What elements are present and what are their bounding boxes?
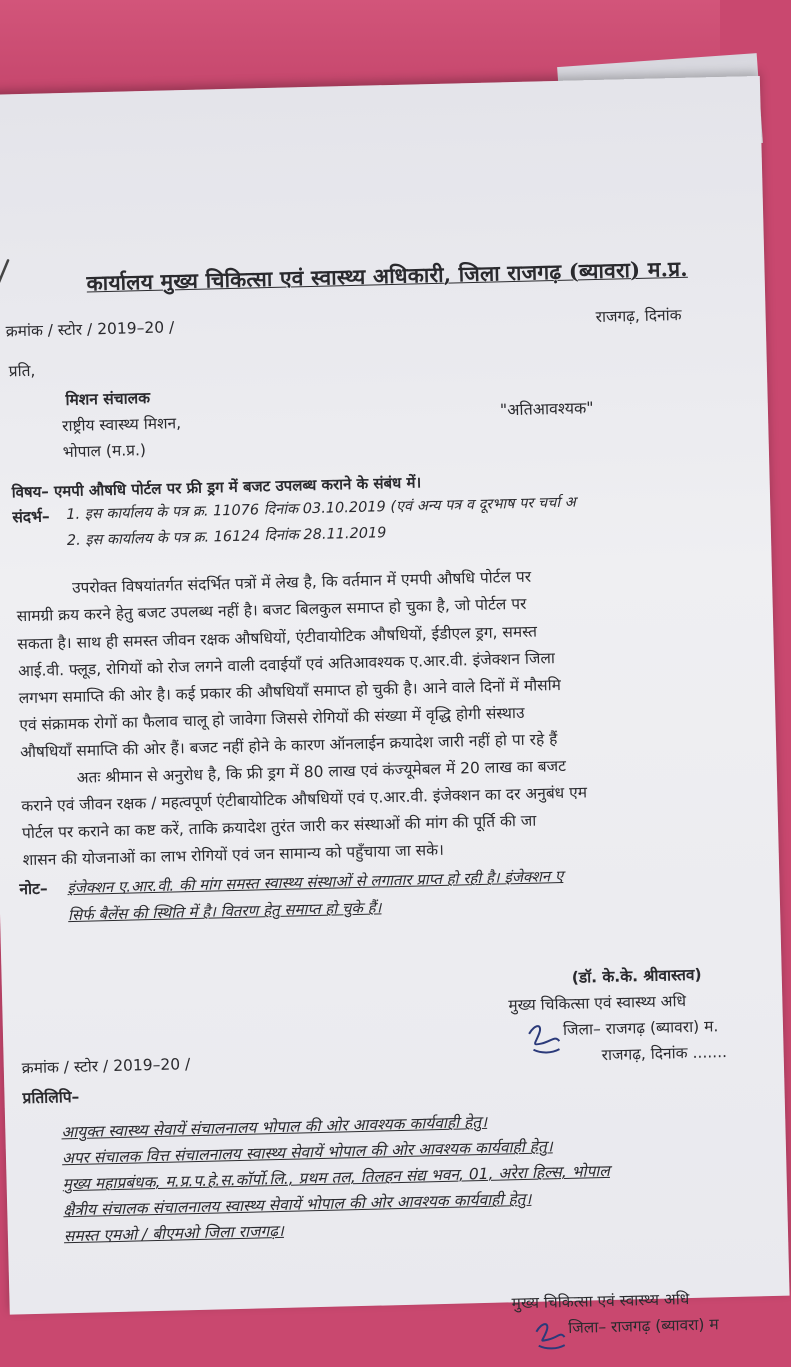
body-line: आई.वी. फ्लूड, रोगियों को रोज लगने वाली दवाईयाँ एवं अतिआवश्यक ए.आर.वी. इंजेक्शन जिला [17, 649, 556, 681]
body-line: औषधियाँ समाप्ति की ओर हैं। बजट नहीं होने के कारण ऑनलाईन क्रयादेश जारी नहीं हो पा रहे हैं [19, 730, 558, 762]
note-label: नोट– [19, 879, 48, 899]
body-line: एवं संक्रामक रोगों का फैलाव चालू हो जावेगा जिससे रोगियों की संख्या में वृद्धि होगी संस्थाउ [19, 703, 525, 735]
letter-page [0, 76, 790, 1337]
note-line-1: इंजेक्शन ए.आर.वी. की मांग समस्त स्वास्थ्य संस्थाओं से लगातार प्राप्त हो रही है। इंजेक्शन ए [67, 866, 564, 898]
signatory-name: (डॉ. के.के. श्रीवास्तव) [571, 965, 702, 987]
reference-number-2: क्रमांक / स्टोर / 2019–20 / [21, 1055, 191, 1078]
signature-icon [532, 1317, 569, 1354]
copy-item: मुख्य महाप्रबंधक, म.प्र.प.हे.स.कॉर्पो.लि., प्रथम तल, तिलहन संद्य भवन, 01, अरेरा हिल्स, भोपाल [62, 1161, 611, 1194]
body-line: अतः श्रीमान से अनुरोध है, कि फ्री ड्रग में 80 लाख एवं कंज्यूमेबल में 20 लाख का बजट [76, 756, 567, 787]
subject-line: विषय– एमपी औषधि पोर्टल पर फ्री ड्रग में बजट उपलब्ध कराने के संबंध में। [11, 473, 422, 502]
body-line: सामग्री क्रय करने हेतु बजट उपलब्ध नहीं है। बजट बिलकुल समाप्त हो चुका है, जो पोर्टल पर [16, 594, 527, 626]
body-line: सकता है। साथ ही समस्त जीवन रक्षक औषधियों, एंटीवायोटिक औषधियों, ईडीएल ड्रग, समस्त [17, 622, 538, 654]
signature-icon [525, 1019, 564, 1060]
signatory-title: मुख्य चिकित्सा एवं स्वास्थ्य अधि [508, 992, 687, 1015]
reference-number: क्रमांक / स्टोर / 2019–20 / [5, 318, 175, 341]
priority-label: "अतिआवश्यक" [499, 398, 594, 420]
to-label: प्रति, [8, 361, 36, 381]
copy-item: आयुक्त स्वास्थ्य सेवायें संचालनालय भोपाल की ओर आवश्यक कार्यवाही हेतु। [61, 1112, 488, 1142]
place-date: राजगढ़, दिनांक [595, 305, 682, 327]
pen-mark-icon [0, 257, 13, 291]
body-line: लगभग समाप्ति की ओर है। कई प्रकार की औषधियाँ समाप्त हो चुकी है। आने वाले दिनों में मौसमि [18, 675, 562, 708]
copy-label: प्रतिलिपि– [22, 1087, 80, 1108]
signatory-district-2: जिला– राजगढ़ (ब्यावरा) म [568, 1315, 719, 1337]
copy-item: क्षैत्रीय संचालक संचालनालय स्वास्थ्य सेवायें भोपाल की ओर आवश्यक कार्यवाही हेतु। [63, 1189, 532, 1220]
addressee-line-3: भोपाल (म.प्र.) [62, 441, 147, 462]
reference-label: संदर्भ– [12, 507, 50, 527]
addressee-line-1: मिशन संचालक [65, 388, 151, 409]
reference-2: 2. इस कार्यालय के पत्र क्र. 16124 दिनांक 28.11.2019 [66, 525, 387, 550]
letter-heading: कार्यालय मुख्य चिकित्सा एवं स्वास्थ्य अधिकारी, जिला राजगढ़ (ब्यावरा) म.प्र. [86, 255, 688, 296]
signatory-title-2: मुख्य चिकित्सा एवं स्वास्थ्य अधि [511, 1290, 690, 1313]
place-date-2: राजगढ़, दिनांक ....... [601, 1043, 728, 1065]
addressee-line-2: राष्ट्रीय स्वास्थ्य मिशन, [61, 414, 182, 436]
body-line: कराने एवं जीवन रक्षक / महत्वपूर्ण एंटीबायोटिक औषधियों एवं ए.आर.वी. इंजेक्शन का दर अनुबंध एम [21, 783, 588, 816]
signatory-district: जिला– राजगढ़ (ब्यावरा) म. [562, 1017, 719, 1040]
copy-item: समस्त एमओ / बीएमओ जिला राजगढ़। [63, 1221, 285, 1246]
body-line: पोर्टल पर कराने का कष्ट करें, ताकि क्रयादेश तुरंत जारी कर संस्थाओं की मांग की पूर्ति की जा [21, 811, 537, 843]
note-line-2: सिर्फ बैलेंस की स्थिति में है। वितरण हेतु समाप्त हो चुके हैं। [67, 898, 382, 925]
body-line: शासन की योजनाओं का लाभ रोगियों एवं जन सामान्य को पहुँचाया जा सके। [22, 840, 445, 870]
copy-item: अपर संचालक वित्त संचालनालय स्वास्थ्य सेवायें भोपाल की ओर आवश्यक कार्यवाही हेतु। [61, 1137, 553, 1168]
body-line: उपरोक्त विषयांतर्गत संदर्भित पत्रों में लेख है, कि वर्तमान में एमपी औषधि पोर्टल पर [71, 567, 532, 597]
reference-1: 1. इस कार्यालय के पत्र क्र. 11076 दिनांक 03.10.2019 (एवं अन्य पत्र व दूरभाष पर चर्चा अ [66, 494, 576, 524]
